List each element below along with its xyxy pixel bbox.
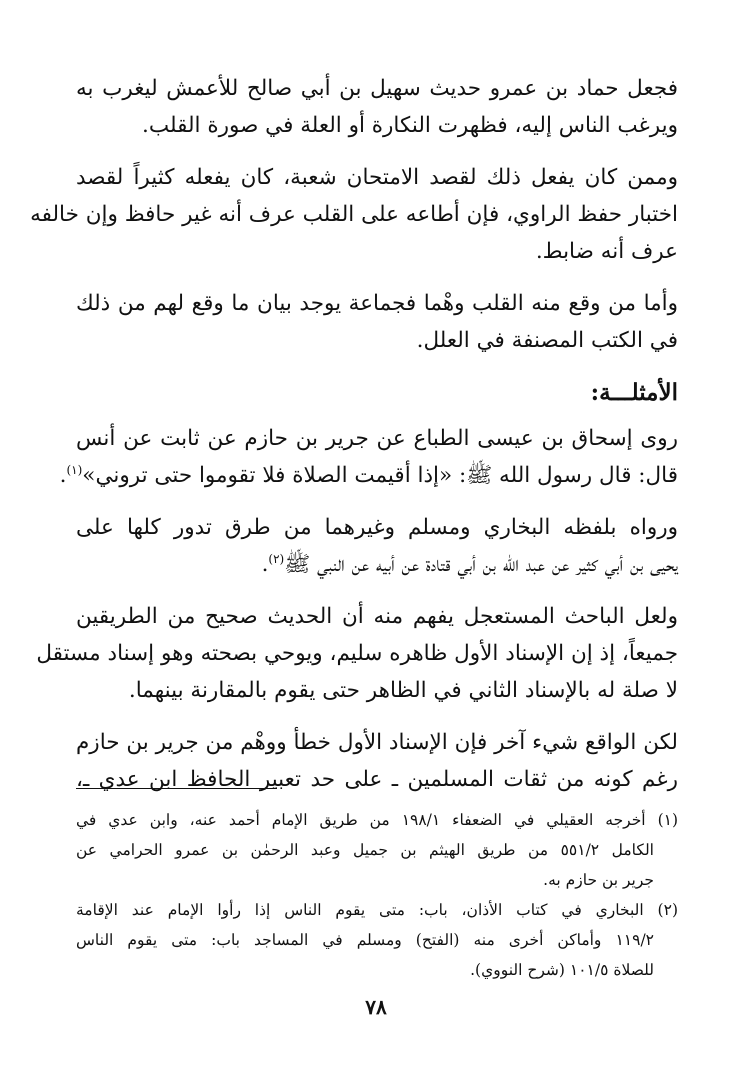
- footnotes-section: [76, 805, 678, 985]
- footnote-ref-2[interactable]: (٢): [268, 551, 285, 566]
- text-line: جميعاً، إذ إن الإسناد الأول ظاهره سليم، ويوحي بصحته وهو إسناد مستقل: [36, 641, 678, 666]
- paragraph-3: [76, 285, 678, 359]
- page-number: ٧٨: [365, 995, 387, 1019]
- text-line: لا صلة له بالإسناد الثاني في الظاهر حتى يقوم بالمقارنة بينهما.: [128, 678, 678, 703]
- text-line: روى إسحاق بن عيسى الطباع عن جرير بن حازم عن ثابت عن أنس: [76, 426, 678, 451]
- footnote-line: الكامل ٥٥١/٢ من طريق الهيثم بن جميل وعبد الرحمٰن بن عمرو الحرامي عن: [76, 841, 654, 859]
- text-line: فجعل حماد بن عمرو حديث سهيل بن أبي صالح للأعمش ليغرب به: [76, 76, 678, 101]
- paragraph-1: [76, 70, 678, 144]
- text-line: عرف أنه ضابط.: [535, 239, 678, 264]
- text-line: لكن الواقع شيء آخر فإن الإسناد الأول خطأ ووهْم من جرير بن حازم: [76, 730, 678, 755]
- text-line: وأما من وقع منه القلب وهْما فجماعة يوجد بيان ما وقع لهم من ذلك: [76, 291, 678, 316]
- footnote-line: ١١٩/٢ وأماكن أخرى منه (الفتح) ومسلم في المساجد باب: متى يقوم الناس: [76, 931, 654, 949]
- footnote-ref-1[interactable]: (١): [66, 462, 83, 477]
- text-segment: قال: قال رسول الله ﷺ: «إذا أقيمت الصلاة فلا تقوموا حتى تروني»: [82, 463, 678, 488]
- footnote-line: جرير بن حازم به.: [543, 871, 654, 889]
- text-line: وممن كان يفعل ذلك لقصد الامتحان شعبة، كان يفعله كثيراً لقصد: [76, 165, 678, 190]
- example-paragraph-3: [36, 598, 678, 709]
- text-segment: يحيى بن أبي كثير عن عبد الله بن أبي قتادة عن أبيه عن النبي ﷺ: [284, 552, 678, 577]
- text-line: في الكتب المصنفة في العلل.: [416, 328, 678, 353]
- text-line: يحيى بن أبي كثير عن عبد الله بن أبي قتادة عن أبيه عن النبي ﷺ$^{(٢)}$.: [261, 551, 678, 577]
- example-paragraph-4: [76, 724, 678, 798]
- footnote-line: (٢) البخاري في كتاب الأذان، باب: متى يقوم الناس إذا رأوا الإمام عند الإقامة: [76, 901, 678, 919]
- text-line: ورواه بلفظه البخاري ومسلم وغيرهما من طرق تدور كلها على: [76, 515, 678, 540]
- footnote-line: للصلاة ١٠١/٥ (شرح النووي).: [470, 961, 654, 979]
- text-line: ولعل الباحث المستعجل يفهم منه أن الحديث صحيح من الطريقين: [76, 604, 678, 629]
- example-paragraph-1: [59, 420, 678, 494]
- text-line: قال: قال رسول الله ﷺ: «إذا أقيمت الصلاة فلا تقوموا حتى تروني»$^{(١)}$.: [59, 462, 678, 488]
- footnote-line: (١) أخرجه العقيلي في الضعفاء ١٩٨/١ من طريق الإمام أحمد عنه، وابن عدي في: [76, 811, 679, 829]
- example-paragraph-2: [76, 509, 678, 583]
- text-line: ويرغب الناس إليه، فظهرت النكارة أو العلة في صورة القلب.: [142, 113, 678, 138]
- section-heading: الأمثلـــة:: [590, 379, 678, 406]
- text-line: اختبار حفظ الراوي، فإن أطاعه على القلب عرف أنه غير حافظ وإن خالفه: [30, 202, 678, 227]
- paragraph-2: [30, 159, 678, 270]
- footnote-divider: [76, 788, 276, 789]
- text-line: رغم كونه من ثقات المسلمين ـ على حد تعبير الحافظ ابن عدي ـ،: [76, 767, 678, 792]
